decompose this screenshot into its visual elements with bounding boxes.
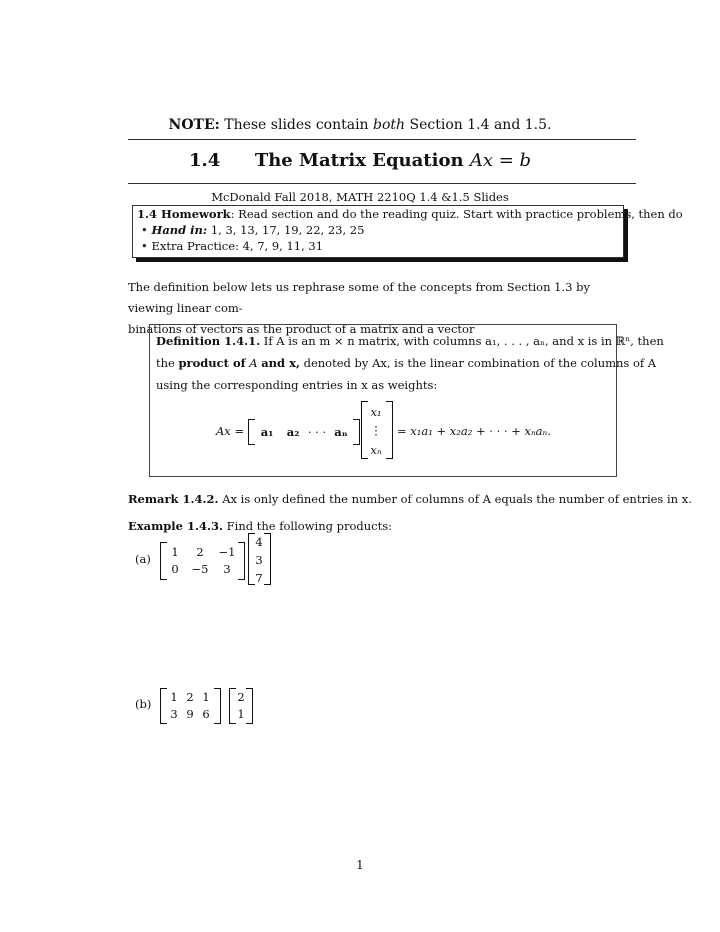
example-label: Example 1.4.3. bbox=[128, 519, 223, 533]
part-a-m12: 2 bbox=[196, 545, 204, 559]
handin-label: Hand in: bbox=[151, 223, 208, 237]
intro-line-2: binations of vectors as the product of a matrix and a vector bbox=[128, 322, 475, 336]
part-b-label: (b) bbox=[135, 697, 152, 711]
part-b-m12: 2 bbox=[186, 690, 194, 704]
remark-text: Ax is only defined the number of columns of A equals the number of entries in x. bbox=[222, 492, 692, 506]
intro-line-1: The definition below lets us rephrase some of the concepts from Section 1.3 by viewing linear com- bbox=[128, 280, 590, 315]
formula-lhs: Ax = bbox=[216, 424, 245, 438]
course-subline: McDonald Fall 2018, MATH 2210Q 1.4 &1.5 Slides bbox=[211, 190, 509, 204]
homework-text: : Read section and do the reading quiz. Start with practice problems, then do bbox=[230, 207, 683, 221]
part-a-m23: 3 bbox=[223, 562, 231, 576]
col-a2: a₂ bbox=[286, 425, 300, 439]
part-b-m23: 6 bbox=[202, 707, 210, 721]
note-label: NOTE: bbox=[168, 117, 220, 133]
col-a1: a₁ bbox=[260, 425, 274, 439]
remark-label: Remark 1.4.2. bbox=[128, 492, 219, 506]
definition-text-2e: denoted by Ax, is the linear combination of the columns of A bbox=[303, 356, 657, 370]
homework-heading: 1.4 Homework bbox=[137, 207, 231, 221]
section-number: 1.4 bbox=[188, 150, 221, 171]
part-a-m13: −1 bbox=[218, 545, 236, 559]
note-emphasis: both bbox=[373, 117, 406, 133]
part-a-v1: 4 bbox=[255, 535, 263, 549]
top-rule bbox=[128, 139, 636, 140]
part-b-m21: 3 bbox=[170, 707, 178, 721]
col-dots: · · · bbox=[307, 425, 327, 439]
x1-entry: x₁ bbox=[370, 405, 382, 419]
bullet-icon: • bbox=[141, 223, 148, 237]
section-title-text: The Matrix Equation bbox=[254, 150, 464, 171]
handin-problems: 1, 3, 13, 17, 19, 22, 23, 25 bbox=[210, 223, 365, 237]
part-b-m11: 1 bbox=[170, 690, 178, 704]
definition-line-1 bbox=[156, 334, 664, 348]
part-a-m21: 0 bbox=[171, 562, 179, 576]
col-an: aₙ bbox=[334, 425, 348, 439]
definition-line-3: using the corresponding entries in x as weights: bbox=[156, 378, 438, 392]
matrix-right-bracket bbox=[353, 419, 360, 445]
homework-line bbox=[137, 207, 683, 221]
part-b-v2: 1 bbox=[237, 707, 245, 721]
section-title bbox=[0, 150, 720, 171]
definition-text-2a: the bbox=[156, 356, 175, 370]
part-b-matrix-right-bracket bbox=[214, 688, 221, 724]
part-b-m22: 9 bbox=[186, 707, 194, 721]
title-rule bbox=[128, 183, 636, 184]
definition-text-2c: A bbox=[249, 356, 258, 370]
vector-right-bracket bbox=[386, 401, 393, 459]
part-b-m13: 1 bbox=[202, 690, 210, 704]
definition-text-2b: product of bbox=[178, 356, 246, 370]
definition-label: Definition 1.4.1. bbox=[156, 334, 261, 348]
definition-box bbox=[149, 324, 664, 477]
page-number: 1 bbox=[356, 858, 364, 872]
matrix-left-bracket bbox=[248, 419, 255, 445]
x-vdots: ⋮ bbox=[370, 423, 382, 437]
note-text-1: These slides contain bbox=[224, 117, 369, 133]
part-a-vector-right-bracket bbox=[264, 533, 271, 585]
part-a-label: (a) bbox=[135, 552, 151, 566]
note-text-2: Section 1.4 and 1.5. bbox=[409, 117, 552, 133]
definition-text-1: If A is an m × n matrix, with columns a₁, . . . , aₙ, and x is in ℝⁿ, then bbox=[263, 334, 664, 348]
definition-text-2d: and x, bbox=[261, 356, 300, 370]
part-a-m22: −5 bbox=[191, 562, 209, 576]
example-text: Find the following products: bbox=[226, 519, 393, 533]
note-line bbox=[0, 117, 720, 133]
example-heading bbox=[128, 519, 392, 533]
part-a-m11: 1 bbox=[171, 545, 179, 559]
handin-line bbox=[141, 223, 364, 237]
homework-box bbox=[132, 205, 683, 258]
definition-line-2 bbox=[156, 356, 656, 370]
bullet-icon: • bbox=[141, 239, 148, 253]
xn-entry: xₙ bbox=[370, 443, 382, 457]
extra-line bbox=[141, 239, 323, 253]
part-a-v2: 3 bbox=[255, 553, 263, 567]
formula-rhs: = x₁a₁ + x₂a₂ + · · · + xₙaₙ. bbox=[397, 424, 551, 438]
part-b-v1: 2 bbox=[237, 690, 245, 704]
part-a-v3: 7 bbox=[255, 571, 263, 585]
remark bbox=[128, 492, 692, 506]
part-a-matrix-right-bracket bbox=[238, 542, 245, 580]
extra-practice: Extra Practice: 4, 7, 9, 11, 31 bbox=[151, 239, 324, 253]
section-title-equation: Ax = b bbox=[469, 150, 532, 171]
part-b-vector-right-bracket bbox=[246, 688, 253, 724]
